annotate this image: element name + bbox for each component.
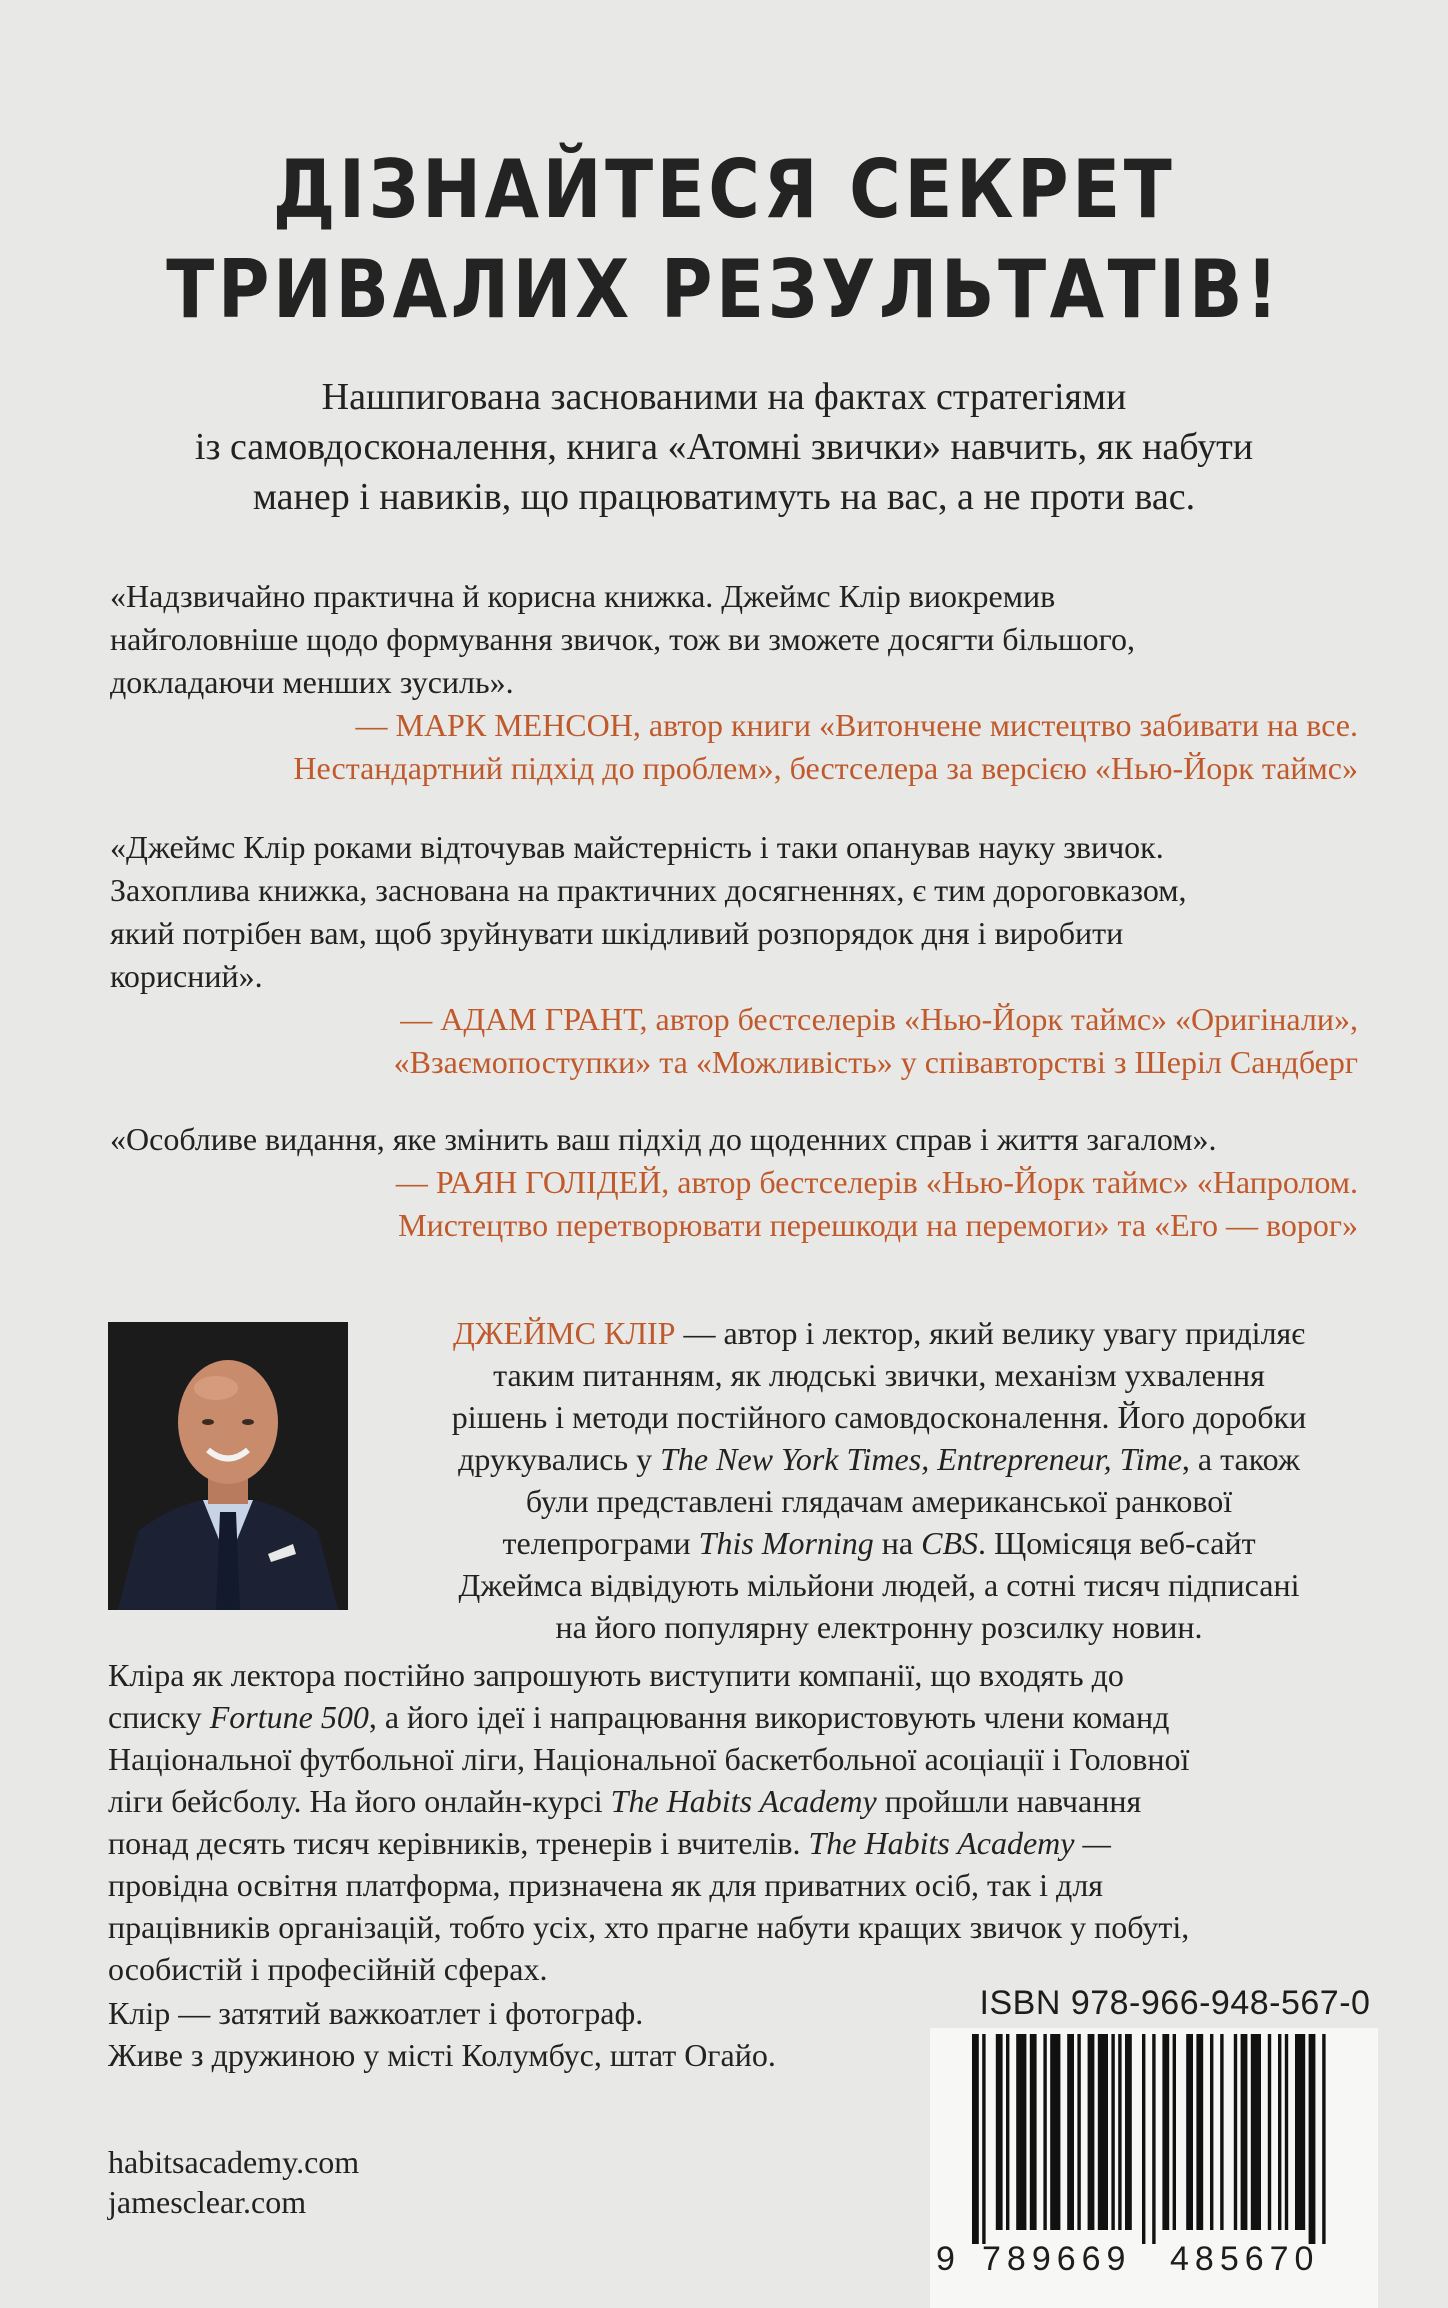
barcode-bar (1118, 2034, 1121, 2230)
bio-text: , а також (1181, 1441, 1300, 1477)
barcode-bar (1142, 2034, 1145, 2244)
tv-network-name: CBS (921, 1525, 978, 1561)
website-habitsacademy[interactable]: habitsacademy.com (108, 2144, 360, 2180)
intro-line-2: із самовдосконалення, книга «Атомні звички» навчить, як набути (194, 426, 1254, 468)
author-name: ДЖЕЙМС КЛІР (453, 1315, 676, 1351)
bio-text: понад десять тисяч керівників, тренерів і вчителів. (108, 1825, 809, 1861)
barcode (930, 2028, 1378, 2308)
bio-text: друкувались у (458, 1441, 661, 1477)
barcode-bar (1210, 2034, 1213, 2230)
headline-line-2: ТРИВАЛИХ РЕЗУЛЬТАТІВ! (166, 243, 1282, 336)
barcode-bar (1309, 2034, 1316, 2244)
barcode-bar (1285, 2034, 1288, 2230)
quote-attribution (110, 998, 1370, 1084)
bio-line (384, 1522, 1374, 1564)
barcode-bar (1295, 2034, 1305, 2230)
barcode-digits (930, 2240, 1378, 2290)
quote-line: який потрібен вам, щоб зруйнувати шкідливий розпорядок дня і виробити (110, 915, 1124, 951)
bio-line (108, 1822, 1368, 1864)
barcode-bar (1268, 2034, 1271, 2230)
barcode-bar (1050, 2034, 1060, 2230)
bio-line: працівників організацій, тобто усіх, хто прагне набути кращих звичок у побуті, (108, 1909, 1190, 1945)
bio-line (384, 1312, 1374, 1354)
quote-attribution (110, 1161, 1370, 1247)
barcode-bar (1152, 2034, 1155, 2244)
websites (108, 2142, 359, 2222)
barcode-bar (1098, 2034, 1108, 2230)
bio-line: таким питанням, як людські звички, механізм ухвалення (493, 1357, 1265, 1393)
bio-line: Кліра як лектора постійно запрошують виступити компанії, що входять до (108, 1657, 1124, 1693)
barcode-bar (996, 2034, 1003, 2230)
bio-text: списку (108, 1699, 210, 1735)
website-jamesclear[interactable]: jamesclear.com (108, 2184, 307, 2220)
bio-text: на (873, 1525, 922, 1561)
barcode-bar (1077, 2034, 1080, 2230)
bio-line: особистій і професійній сферах. (108, 1951, 548, 1987)
barcode-bars (950, 2034, 1358, 2244)
bio-line (108, 1780, 1368, 1822)
bio-text: пройшли навчання (876, 1783, 1142, 1819)
bio-text: — автор і лектор, який велику увагу приділяє (675, 1315, 1305, 1351)
barcode-bar (1088, 2034, 1095, 2230)
barcode-bar (1125, 2034, 1132, 2230)
bio-line: на його популярну електронну розсилку новин. (555, 1609, 1203, 1645)
attribution-line: «Взаємопоступки» та «Можливість» у співавторстві з Шеріл Сандберг (393, 1044, 1358, 1080)
intro-line-3: манер і навиків, що працюватимуть на вас, а не проти вас. (252, 476, 1196, 518)
quote-line: докладаючи менших зусиль». (110, 664, 514, 700)
bio-text: , а його ідеї і напрацювання використовують члени команд (368, 1699, 1170, 1735)
barcode-bar (1111, 2034, 1114, 2230)
bio-line: Національної футбольної ліги, Національної баскетбольної асоціації і Головної (108, 1741, 1190, 1777)
quote-attribution (110, 704, 1370, 790)
quote-line: корисний». (110, 958, 263, 994)
barcode-bar (982, 2034, 985, 2244)
habits-academy-name: The Habits Academy (610, 1783, 877, 1819)
barcode-bar (1241, 2034, 1248, 2230)
personal-line: Живе з дружиною у місті Колумбус, штат Огайо. (108, 2037, 776, 2073)
bio-text: ліги бейсболу. На його онлайн-курсі (108, 1783, 611, 1819)
personal-line: Клір — затятий важкоатлет і фотограф. (108, 1995, 644, 2031)
bio-line: були представлені глядачам американської ранкової (525, 1483, 1233, 1519)
tv-show-name: This Morning (698, 1525, 874, 1561)
publications-names: The New York Times, Entrepreneur, Time (660, 1441, 1182, 1477)
barcode-digits-right: 485670 (1170, 2240, 1320, 2278)
quote-line: «Джеймс Клір роками відточував майстерність і таки опанував науку звичок. (110, 829, 1164, 865)
quote-grant (110, 826, 1370, 1084)
bio-line (384, 1438, 1374, 1480)
barcode-bar (1322, 2034, 1325, 2244)
bio-text: телепрограми (502, 1525, 699, 1561)
fortune-500: Fortune 500 (209, 1699, 369, 1735)
bio-line (108, 1696, 1368, 1738)
attribution-line: — РАЯН ГОЛІДЕЙ, автор бестселерів «Нью-Йорк таймс» «Напролом. (395, 1164, 1358, 1200)
author-bio-intro (384, 1312, 1374, 1648)
author-photo (108, 1322, 348, 1610)
barcode-bar (1043, 2034, 1046, 2230)
headline-line-1: ДІЗНАЙТЕСЯ СЕКРЕТ (272, 143, 1176, 236)
bio-text: . Щомісяця веб-сайт (978, 1525, 1256, 1561)
bio-line: рішень і методи постійного самовдосконалення. Його доробки (451, 1399, 1307, 1435)
author-bio-continued (108, 1654, 1368, 1990)
attribution-line: Мистецтво перетворювати перешкоди на перемоги» та «Его — ворог» (398, 1207, 1358, 1243)
quote-line: «Надзвичайно практична й корисна книжка. Джеймс Клір виокремив (110, 578, 1056, 614)
barcode-bar (1278, 2034, 1281, 2230)
barcode-digit-first: 9 (936, 2240, 955, 2278)
author-portrait-image (108, 1322, 348, 1610)
barcode-bar (1186, 2034, 1193, 2230)
attribution-line: Нестандартний підхід до проблем», бестселера за версією «Нью-Йорк таймс» (293, 750, 1358, 786)
attribution-line: — АДАМ ГРАНТ, автор бестселерів «Нью-Йорк таймс» «Оригінали», (400, 1001, 1358, 1037)
barcode-bar (1016, 2034, 1026, 2230)
quote-text (110, 826, 1370, 998)
intro-line-1: Нашпигована заснованими на фактах стратегіями (321, 376, 1127, 418)
barcode-bar (1220, 2034, 1223, 2230)
attribution-line: — МАРК МЕНСОН, автор книги «Витончене мистецтво забивати на все. (355, 707, 1358, 743)
habits-academy-name: The Habits Academy — (808, 1825, 1111, 1861)
barcode-bar (1030, 2034, 1037, 2230)
quote-holiday (110, 1118, 1370, 1247)
headline (0, 140, 1448, 340)
barcode-bar (1173, 2034, 1176, 2230)
quote-line: Захоплива книжка, заснована на практичних досягненнях, є тим дороговказом, (110, 872, 1187, 908)
barcode-bar (1196, 2034, 1203, 2230)
intro-paragraph (90, 372, 1358, 522)
barcode-bar (1067, 2034, 1074, 2230)
quote-line: найголовніше щодо формування звичок, тож ви зможете досягти більшого, (110, 621, 1135, 657)
bio-line: провідна освітня платформа, призначена як для приватних осіб, так і для (108, 1867, 1103, 1903)
barcode-bar (972, 2034, 979, 2244)
author-personal (108, 1992, 1008, 2076)
barcode-bar (1006, 2034, 1009, 2230)
quote-text (110, 1118, 1370, 1161)
isbn-label: ISBN 978-966-948-567-0 (979, 1984, 1371, 2022)
barcode-bar (1251, 2034, 1261, 2230)
quote-line: «Особливе видання, яке змінить ваш підхід до щоденних справ і життя загалом». (110, 1121, 1217, 1157)
barcode-bar (1234, 2034, 1237, 2230)
barcode-bar (1162, 2034, 1169, 2230)
bio-line: Джеймса відвідують мільйони людей, а сотні тисяч підписані (458, 1567, 1300, 1603)
quote-text (110, 575, 1370, 704)
barcode-digits-left: 789669 (982, 2240, 1132, 2278)
quote-manson (110, 575, 1370, 790)
